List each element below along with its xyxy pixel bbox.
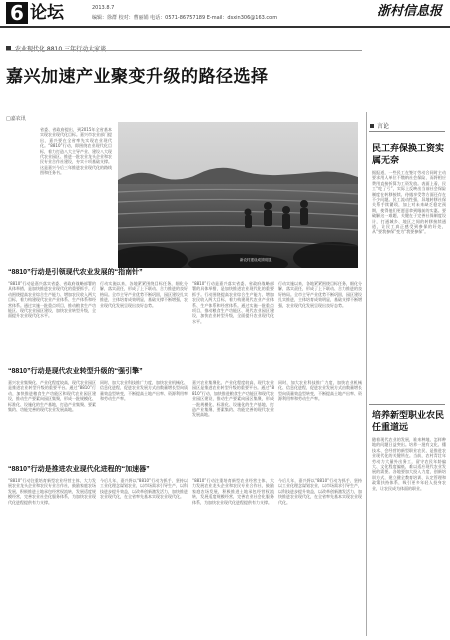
issue-date: 2013.8.7 [92, 5, 115, 11]
photo-caption: 新农村建设成效明显 [240, 258, 272, 262]
subhead-2: “8810”行动是现代农业转型升级的“强引擎” [8, 368, 143, 375]
section-2-col-4: 同时，加大农业科技推广力度，加快农业机械化、信息化进程，促进农业发展方式由数量增长型向质量效益型转变，不断提高土地产出率、资源利用率和劳动生产率。 [278, 380, 362, 402]
subhead-3: “8810”行动是推进农业现代化进程的“加速器” [8, 466, 150, 473]
newspaper-logo: 浙村信息报 [376, 4, 442, 19]
sidebar-article-2-body: 随着现代农业的发展，谁来种地、怎样种地的问题日益突出。培养一批有文化、懂技术、会经营的新型职业农民，是推进农业现代化的关键所在。当前，农村青壮年劳动力大量外出务工，留守农民年龄偏大、文化程度偏低，难以适应现代农业发展的需要。各地要加大投入力度，创新培训方式，建立健全教育培训、认定管理和政策扶持体系，吸引更多年轻人投身农业，让农民成为体面的职业。 [372, 437, 446, 491]
header-rule [0, 26, 450, 28]
section-2-col-3: 嘉兴农业集聚化、产业化程度较高，现代农业园区是推进农业转型升级的重要平台。通过“8810”行动，加快推进粮食生产功能区和现代农业园区建设，推动生产要素向园区集聚，形成一批规模化、标准化、设施化的生产基地，打造产业集聚、要素集约、功能完善的现代农业发展高地。 [192, 380, 274, 418]
section-3-col-4: 今后几年，嘉兴将以“8810”行动为抓手，坚持以工业化理念谋划农业，以市场需求引导生产，以科技进步提升效益，以改革创新激发活力，加快推进农业现代化，在全省率先基本实现农业现代化。 [278, 478, 362, 505]
lead-paragraph: 省委、省政府提出，到2015年全省基本实现农业现代化目标。嘉兴市农业部门提出，嘉兴要在全省率先实现农业现代化。“8810”行动，即围绕农业现代化目标，着力打造八大主导产业、建设八大现代农业园区、推进一批农业龙头企业和农民专业合作社建设，夯实十项基础支撑。这是嘉兴今后三年推进农业现代化的路线图和任务书。 [40, 127, 112, 176]
sidebar-article-1-body: 据报道，一些民工在签订劳动合同时主动要求用人单位不缴纳社会保险，而将相应费用直接折算为工资发放。表面上看，民工“吃了亏”，实际上反映出当前社会保险制度在转移接续、待遇享受等方面还存在不少问题。民工流动性强，异地转移社保关系手续繁琐，加上对未来缺乏稳定预期，使得他们更愿意拿到眼前的实惠。要破解这一难题，关键在于完善社保制度设计，打通城乡、地区之间的转移接续通道，让民工真正感受到参保的好处，从“要我参保”变为“我要参保”。 [372, 170, 446, 235]
section-3-col-2: 今后几年，嘉兴将以“8810”行动为抓手，坚持以工业化理念谋划农业，以市场需求引导生产，以科技进步提升效益，以改革创新激发活力，加快推进农业现代化，在全省率先基本实现农业现代化。 [100, 478, 188, 500]
square-bullet-icon [370, 124, 374, 128]
page-number: 6 [6, 2, 28, 24]
section-2-col-1: 嘉兴农业集聚化、产业化程度较高，现代农业园区是推进农业转型升级的重要平台。通过“8810”行动，加快推进粮食生产功能区和现代农业园区建设，推动生产要素向园区集聚，形成一批规模化、标准化、设施化的生产基地，打造产业集聚、要素集约、功能完善的现代农业发展高地。 [8, 380, 96, 413]
section-1-col-4: 行动实施以来，各地紧紧围绕目标任务，细化分解，落实责任，形成了上下联动、合力推进的良好格局。全市主导产业优势不断巩固，园区建设扎实推进，主体培育成效明显，基础支撑不断增强，农业现代化发展呈现出良好态势。 [278, 281, 362, 308]
section-name: 论坛 [30, 3, 64, 23]
column-banner [6, 38, 306, 47]
section-3-col-1: “8810”行动注重培育新型农业经营主体，大力发展农业龙头企业和农民专业合作社，鼓励家庭农场发展，积极推进土地承包经营权流转，发展适度规模经营，完善农业社会化服务体系，为加快农业现代化进程提供有力支撑。 [8, 478, 96, 505]
editor-meta: 编辑：徐群 校对：曹丽娟 电话：0571-86757189 E-mail：dsxin306@163.com [92, 15, 278, 21]
divider [369, 404, 445, 405]
sidebar-article-2-title: 培养新型职业农民任重道远 [372, 410, 445, 432]
byline: □嘉农讯 [6, 116, 26, 122]
column-divider [366, 112, 367, 636]
subhead-1: “8810”行动是引领现代农业发展的“指南针” [8, 269, 143, 276]
sidebar-label-text: 言论 [377, 123, 390, 130]
section-1-col-2: 行动实施以来，各地紧紧围绕目标任务，细化分解，落实责任，形成了上下联动、合力推进的良好格局。全市主导产业优势不断巩固，园区建设扎实推进，主体培育成效明显，基础支撑不断增强，农业现代化发展呈现出良好态势。 [100, 281, 188, 308]
greenhouse-field-image [118, 122, 358, 268]
headline: 嘉兴加速产业聚变升级的路径选择 [6, 67, 269, 86]
section-2-col-2: 同时，加大农业科技推广力度，加快农业机械化、信息化进程，促进农业发展方式由数量增长型向质量效益型转变，不断提高土地产出率、资源利用率和劳动生产率。 [100, 380, 188, 402]
news-photo [118, 122, 358, 268]
divider [369, 131, 445, 132]
divider [6, 50, 362, 51]
section-1-col-3: “8810”行动是嘉兴落实省委、省政府战略部署的具体举措，是加快推进农业现代化的重要抓手。行动围绕提高农业综合生产能力、增加农民收入两大目标，着力构建现代农业产业体系、生产体系和经营体系。通过实施一批重点项目，推动粮食生产功能区、现代农业园区建设，加快农业转型升级，全面提升农业现代化水平。 [192, 281, 274, 324]
sidebar-label [370, 121, 389, 130]
section-3-col-3: “8810”行动注重培育新型农业经营主体，大力发展农业龙头企业和农民专业合作社，鼓励家庭农场发展，积极推进土地承包经营权流转，发展适度规模经营，完善农业社会化服务体系，为加快农业现代化进程提供有力支撑。 [192, 478, 274, 505]
section-1-col-1: “8810”行动是嘉兴落实省委、省政府战略部署的具体举措，是加快推进农业现代化的重要抓手。行动围绕提高农业综合生产能力、增加农民收入两大目标，着力构建现代农业产业体系、生产体系和经营体系。通过实施一批重点项目，推动粮食生产功能区、现代农业园区建设，加快农业转型升级，全面提升农业现代化水平。 [8, 281, 96, 319]
sidebar-article-1-title: 民工弃保换工资实属无奈 [372, 143, 445, 165]
